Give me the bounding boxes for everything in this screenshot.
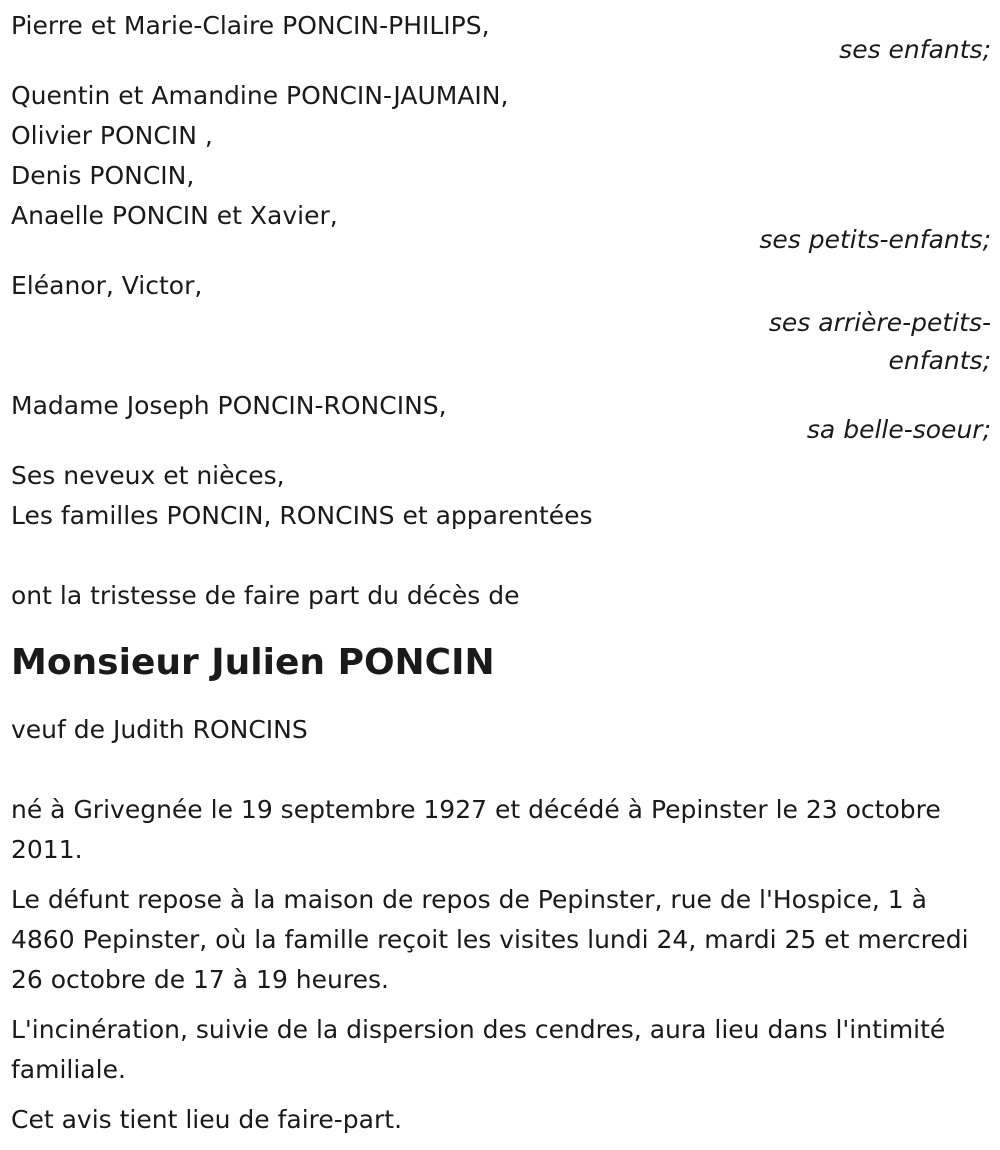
other-relatives bbox=[11, 456, 991, 536]
family-name-line: Denis PONCIN, bbox=[11, 161, 195, 190]
family-name-line: Madame Joseph PONCIN-RONCINS, bbox=[11, 391, 447, 420]
relationship-label: ses arrière-petits-enfants; bbox=[768, 308, 991, 375]
deceased-name: Monsieur Julien PONCIN bbox=[11, 642, 495, 683]
relatives-line: Les familles PONCIN, RONCINS et apparentées bbox=[11, 501, 593, 530]
family-name-line: Pierre et Marie-Claire PONCIN-PHILIPS, bbox=[11, 11, 490, 40]
family-name-line: Quentin et Amandine PONCIN-JAUMAIN, bbox=[11, 81, 509, 110]
family-name-line: Anaelle PONCIN et Xavier, bbox=[11, 201, 338, 230]
closing-paragraph: Cet avis tient lieu de faire-part. bbox=[11, 1105, 403, 1134]
cremation-paragraph: L'incinération, suivie de la dispersion des cendres, aura lieu dans l'intimité familiale. bbox=[11, 1015, 946, 1084]
announcement-text: ont la tristesse de faire part du décès de bbox=[11, 581, 520, 610]
relationship-label: ses enfants; bbox=[839, 35, 991, 64]
spouse-line: veuf de Judith RONCINS bbox=[11, 715, 308, 744]
birth-death-paragraph: né à Grivegnée le 19 septembre 1927 et décédé à Pepinster le 23 octobre 2011. bbox=[11, 795, 941, 864]
visitation-paragraph: Le défunt repose à la maison de repos de Pepinster, rue de l'Hospice, 1 à 4860 Pepinster, où la famille reçoit les visites lundi 24, mardi 25 et mercredi 26 octobre de 17 à 19 heures. bbox=[11, 885, 969, 994]
family-name-line: Eléanor, Victor, bbox=[11, 271, 203, 300]
family-name-line: Olivier PONCIN , bbox=[11, 121, 213, 150]
family-group-children bbox=[11, 6, 991, 70]
relationship-label: ses petits-enfants; bbox=[759, 225, 991, 254]
obituary-notice bbox=[11, 6, 991, 1150]
family-group-sister-in-law bbox=[11, 386, 991, 450]
family-group-grandchildren bbox=[11, 76, 991, 260]
relationship-label: sa belle-soeur; bbox=[806, 415, 991, 444]
relatives-line: Ses neveux et nièces, bbox=[11, 461, 285, 490]
family-group-great-grandchildren bbox=[11, 266, 991, 380]
